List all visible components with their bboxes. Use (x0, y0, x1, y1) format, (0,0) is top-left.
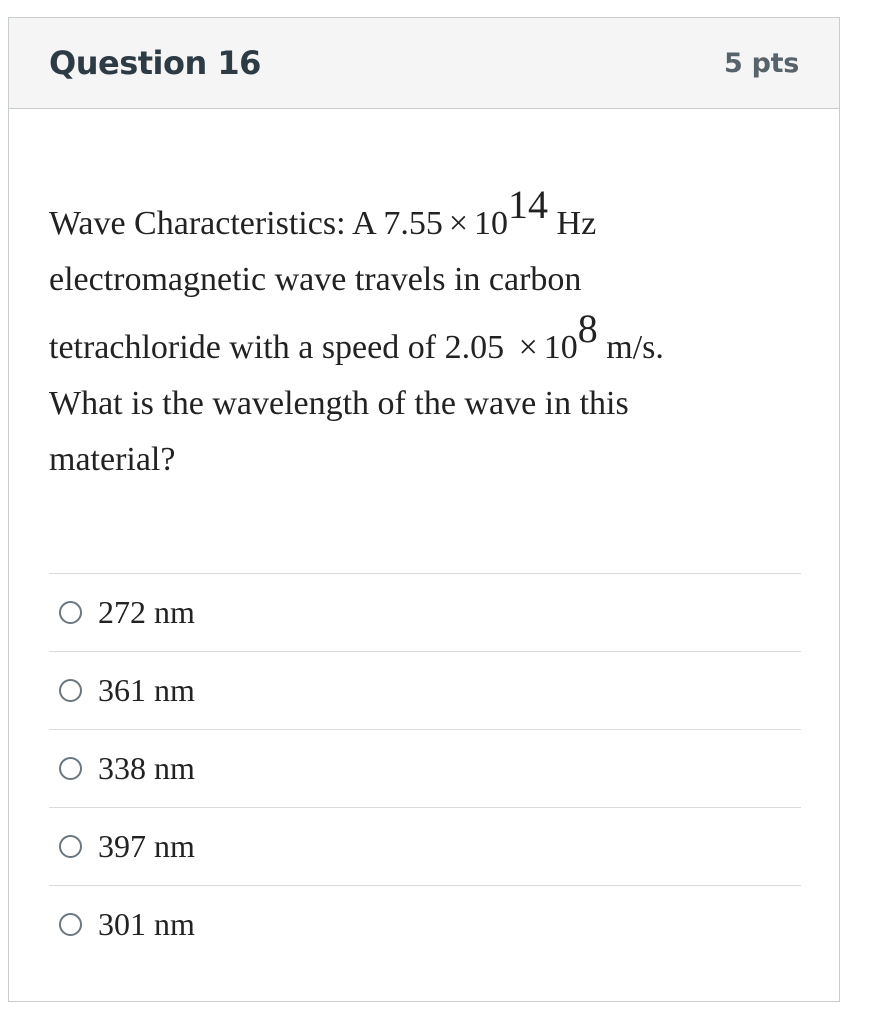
question-header (9, 18, 839, 109)
radio-button[interactable] (59, 757, 82, 780)
answer-label[interactable]: 301 nm (98, 906, 195, 942)
frequency-unit: Hz (556, 205, 597, 242)
radio-button[interactable] (59, 601, 82, 624)
question-line-1 (49, 181, 809, 252)
times-symbol: × (448, 205, 469, 242)
answer-label[interactable]: 272 nm (98, 594, 195, 630)
speed-exponent: 8 (577, 305, 598, 351)
answer-list (49, 573, 801, 963)
question-line-4: What is the wavelength of the wave in this (49, 385, 629, 422)
question-card (8, 17, 840, 1002)
question-line-1-prefix: Wave Characteristics: A 7.55 (49, 205, 443, 242)
answer-option[interactable] (49, 651, 801, 729)
radio-button[interactable] (59, 835, 82, 858)
frequency-base: 10 (474, 205, 509, 242)
speed-unit: m/s. (606, 329, 664, 366)
speed-base: 10 (543, 329, 578, 366)
question-text (49, 181, 809, 488)
answer-label[interactable]: 338 nm (98, 750, 195, 786)
question-title: Question 16 (49, 44, 261, 82)
answer-option[interactable] (49, 729, 801, 807)
frequency-exponent: 14 (508, 181, 549, 227)
times-symbol: × (518, 329, 538, 366)
radio-button[interactable] (59, 913, 82, 936)
answer-label[interactable]: 361 nm (98, 672, 195, 708)
question-line-5: material? (49, 441, 176, 478)
answer-option[interactable] (49, 885, 801, 963)
question-line-2: electromagnetic wave travels in carbon (49, 261, 582, 298)
answer-label[interactable]: 397 nm (98, 828, 195, 864)
question-line-3 (49, 305, 809, 376)
question-line-3-prefix: tetrachloride with a speed of 2.05 (49, 329, 505, 366)
answer-option[interactable] (49, 573, 801, 651)
radio-button[interactable] (59, 679, 82, 702)
answer-option[interactable] (49, 807, 801, 885)
question-points: 5 pts (724, 47, 799, 79)
